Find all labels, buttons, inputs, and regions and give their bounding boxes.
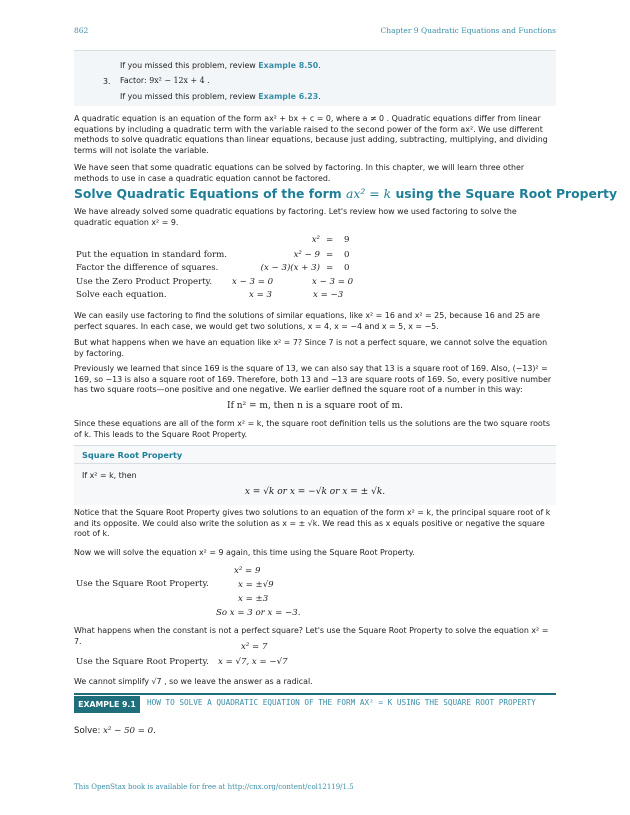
section-heading: Solve Quadratic Equations of the form ax² = k using the Square Root Property — [74, 186, 618, 201]
paragraph-square-roots: Previously we learned that since 169 is the square of 13, we can also say that 13 is a square root of 169. Also, (−13)² = 169, so −13 is also a square root of 169. Therefore, both 13 and −13 are square roots of 169. So, every positive number has two square roots—one positive and one negative. We earlier defined the square root of a number in this way: — [74, 364, 552, 395]
eq-x-squared-7: x² = 7 — [241, 642, 268, 652]
factor-label-4: Solve each equation. — [76, 290, 167, 300]
square-root-property-formula: x = √k or x = −√k or x = ± √k. — [244, 487, 386, 497]
example-title: HOW TO SOLVE A QUADRATIC EQUATION OF THE FORM AX² = K USING THE SQUARE ROOT PROPERTY — [147, 698, 536, 707]
review-item-number: 3. — [103, 77, 111, 86]
srp-step-4: So x = 3 or x = −3. — [216, 608, 301, 618]
srp-step-2: x = ±√9 — [238, 580, 274, 590]
paragraph-leads-to-property: Since these equations are all of the form x² = k, the square root definition tells us the solutions are the two square roots of k. This leads to the Square Root Property. — [74, 419, 550, 439]
square-root-definition: If n² = m, then n is a square root of m. — [227, 401, 403, 411]
solution-root-7: x = √7, x = −√7 — [218, 657, 288, 667]
box-divider — [74, 463, 556, 464]
square-root-property-title: Square Root Property — [82, 450, 183, 460]
factor-step-3-right: x − 3 = 0 — [312, 277, 354, 287]
factor-step-4-right: x = −3 — [313, 290, 344, 300]
page-number: 862 — [74, 26, 89, 35]
intro-paragraph-2: We have seen that some quadratic equations can be solved by factoring. In this chapter, we will learn three other methods to use in case a quadratic equation cannot be factored. — [74, 163, 525, 183]
srp-step-1: x² = 9 — [234, 566, 261, 576]
srp-step-label: Use the Square Root Property. — [76, 579, 209, 589]
example-divider — [74, 693, 556, 695]
paragraph-radical: We cannot simplify √7 , so we leave the answer as a radical. — [74, 677, 313, 686]
paragraph-notice: Notice that the Square Root Property gives two solutions to an equation of the form x² = k, the principal square root of k and its opposite. We could also write the solution as x = ± √k. We read this as x equals positive or negative the square root of k. — [74, 508, 551, 539]
square-root-property-if: If x² = k, then — [82, 471, 137, 480]
intro-paragraph-1: A quadratic equation is an equation of the form ax² + bx + c = 0, where a ≠ 0 . Quadratic equations differ from linear equations by including a quadratic term with the variable raised to the second power of the form ax². We use different methods to solve quadratic equations than linear equations, because just adding, subtracting, multiplying, and dividing terms will not isolate the variable. — [74, 114, 548, 155]
review-line-1: If you missed this problem, review Example 8.50. — [120, 61, 321, 70]
page: 862 Chapter 9 Quadratic Equations and Functions If you missed this problem, review Example 8.50. 3. Factor: 9x² − 12x + 4 . If you missed this problem, review Example 6.23. A quadratic equation is an equation of the form ax² + bx + c = 0, where a ≠ 0 . Quadratic equations differ from linear equations by including a quadratic term with the variable raised to the second power of the form ax². We use different methods to solve quadratic equations than linear equations, because just adding, subtracting, multiplying, and dividing terms will not isolate the variable. We have seen that some quadratic equations can be solved by factoring. In this chapter, we will learn three other methods to use in case a quadratic equation cannot be factored. Solve Quadratic Equations of the form ax² = k using the Square Root Property We have already solved some quadratic equations by factoring. Let's review how we used factoring to solve the quadratic equation x² = 9. x² = 9 Put the equation in standard form. x² − 9 = 0 Factor the difference of squares. (x − 3)(x + 3) = 0 Use the Zero Product Property. x − 3 = 0 x − 3 = 0 Solve each equation. x = 3 x = −3 We can easily use factoring to find the solutions of similar equations, like x² = 16 and x² = 25, because 16 and 25 are perfect squares. In each case, we would get two solutions, x = 4, x = −4 and x = 5, x = −5. But what happens when we have an equation like x² = 7? Since 7 is not a perfect square, we cannot solve the equation by factoring. Previously we learned that since 169 is the square of 13, we can also say that 13 is a square root of 169. Also, (−13)² = 169, so −13 is also a square root of 169. Therefore, both 13 and −13 are square roots of 169. So, every positive number has two square roots—one positive and one negative. We earlier defined the square root of a number in this way: If n² = m, then n is a square root of m. Since these equations are all of the form x² = k, the square root definition tells us the solutions are the two square roots of k. This leads to the Square Root Property. Square Root Property If x² = k, then x = √k or x = −√k or x = ± √k. Notice that the Square Root Property gives two solutions to an equation of the form x² = k, the principal square root of k and its opposite. We could also write the solution as x = ± √k. We read this as x equals positive or negative the square root of k. Now we will solve the equation x² = 9 again, this time using the Square Root Property. Use the Square Root Property. x² = 9 x = ±√9 x = ±3 So x = 3 or x = −3. What happens when the constant is not a perfect square? Let's use the Square Root Property to solve the equation x² = 7. x² = 7 Use the Square Root Property. x = √7, x = −√7 We cannot simplify √7 , so we leave the answer as a radical. EXAMPLE 9.1 HOW TO SOLVE A QUADRATIC EQUATION OF THE FORM AX² = K USING THE SQUARE ROOT PROPERTY Solve: x² − 50 = 0. This OpenStax book is available for free at http://cnx.org/content/col12119/1.5 — [0, 0, 630, 815]
factor-step-3-left: x − 3 = 0 — [232, 277, 274, 287]
factor-label-1: Put the equation in standard form. — [76, 250, 228, 260]
srp-step-3: x = ±3 — [238, 594, 269, 604]
paragraph-perfect-squares: We can easily use factoring to find the solutions of similar equations, like x² = 16 and x² = 25, because 16 and 25 are perfect squares. In each case, we would get two solutions, x = 4, x = −4 and x = 5, x = −5. — [74, 311, 540, 331]
factor-label-2: Factor the difference of squares. — [76, 263, 219, 273]
example-link-8-50[interactable]: Example 8.50 — [258, 61, 319, 70]
example-badge: EXAMPLE 9.1 — [74, 696, 140, 713]
example-link-6-23[interactable]: Example 6.23 — [258, 92, 319, 101]
factor-label-3: Use the Zero Product Property. — [76, 277, 213, 287]
footer-note: This OpenStax book is available for free at http://cnx.org/content/col12119/1.5 — [74, 783, 354, 791]
chapter-title: Chapter 9 Quadratic Equations and Functions — [380, 26, 556, 35]
srp-label-2: Use the Square Root Property. — [76, 657, 209, 667]
paragraph-not-perfect: What happens when the constant is not a perfect square? Let's use the Square Root Property to solve the equation x² = 7. — [74, 626, 549, 646]
review-line-3: If you missed this problem, review Example 6.23. — [120, 92, 321, 101]
example-solve: Solve: x² − 50 = 0. — [74, 726, 156, 736]
section-paragraph-1: We have already solved some quadratic equations by factoring. Let's review how we used factoring to solve the quadratic equation x² = 9. — [74, 207, 517, 227]
paragraph-solve-again: Now we will solve the equation x² = 9 again, this time using the Square Root Property. — [74, 548, 415, 557]
factor-step-4-left: x = 3 — [249, 290, 272, 300]
paragraph-x-squared-7: But what happens when we have an equation like x² = 7? Since 7 is not a perfect square, we cannot solve the equation by factoring. — [74, 338, 548, 358]
review-factor-line: Factor: 9x² − 12x + 4 . — [120, 76, 210, 85]
